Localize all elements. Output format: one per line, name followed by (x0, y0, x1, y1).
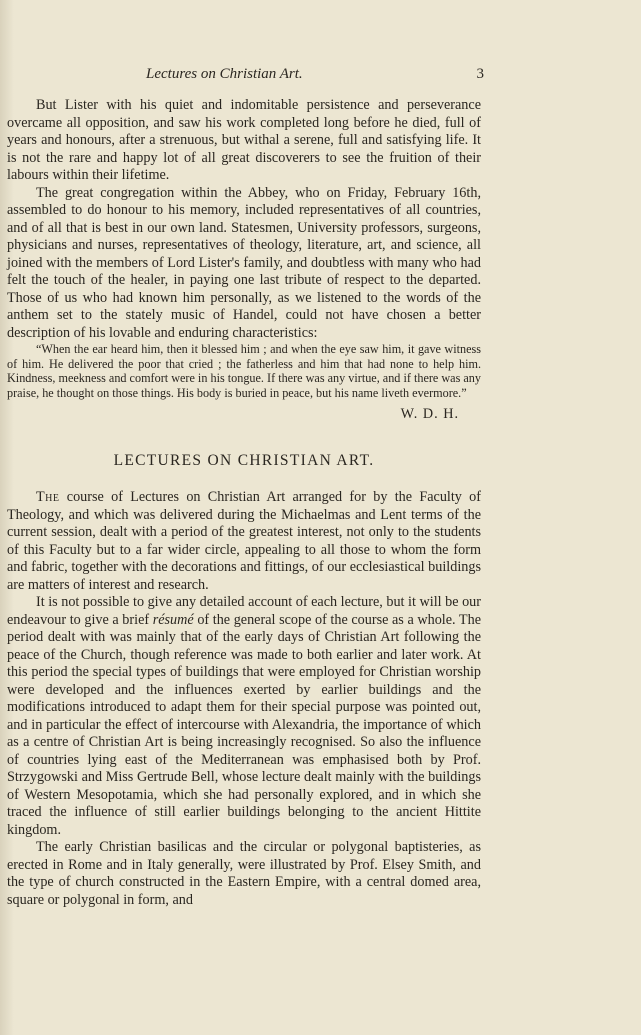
lectures-paragraph-3: The early Christian basilicas and the circular or polygonal baptisteries, as erected in Rome and in Italy generally, were illustrated by Prof. Elsey Smith, and the type of church constructed in the Eastern Empire, with a central domed area, square or polygonal in form, and (7, 839, 481, 908)
section-heading: LECTURES ON CHRISTIAN ART. (113, 451, 375, 469)
resume-italic: résumé (152, 611, 194, 628)
author-signature: W. D. H. (400, 406, 459, 423)
page-body (7, 97, 481, 909)
page-header (146, 66, 484, 88)
lectures-paragraph-1-text: course of Lectures on Christian Art arranged for by the Faculty of Theology, and which was delivered during the Michaelmas and Lent terms of the current session, dealt with a period of the greatest interest, not only to the students of this Faculty but to a far wider circle, appealing to all those to whom the form and fabric, together with the decorations and fittings, of our ecclesiastical buildings are matters of interest and research. (7, 489, 481, 593)
page-number: 3 (476, 66, 484, 82)
running-title: Lectures on Christian Art. (146, 66, 303, 82)
lectures-paragraph-1 (7, 489, 481, 594)
lectures-paragraph-2 (7, 594, 481, 839)
obituary-paragraph-2: The great congregation within the Abbey, who on Friday, February 16th, assembled to do honour to his memory, included representatives of all countries, and of all that is best in our own land. Statesmen, University professors, surgeons, physicians and nurses, representatives of theology, literature, art, and science, all joined with the members of Lord Lister's family, and doubtless with many who had felt the touch of the healer, in paying one last tribute of respect to the departed. Those of us who had known him personally, as we listened to the words of the anthem set to the stately music of Handel, could not have chosen a better description of his lovable and enduring characteristics: (7, 184, 481, 341)
anthem-quote: “When the ear heard him, then it blessed him ; and when the eye saw him, it gave witness of him. He delivered the poor that cried ; the fatherless and him that had none to help him. Kindness, meekness and comfort were in his tongue. If there was any virtue, and if there was any praise, he thought on those things. His body is buried in peace, but his name liveth evermore.” (7, 342, 481, 400)
lead-word: The (36, 489, 60, 506)
lectures-paragraph-2-end: of the general scope of the course as a whole. The period dealt with was mainly that of the early days of Christian Art following the peace of the Church, though reference was made to both earlier and later work. At this period the special types of buildings that were employed for Christian worship were developed and the influences exerted by earlier buildings and the modifications introduced to adapt them for their special purpose was pointed out, and in particular the effect of intercourse with Alexandria, the importance of which as a centre of Christian Art is being increasingly recognised. So also the influence of countries lying east of the Mediterranean was emphasised both by Prof. Strzygowski and Miss Gertrude Bell, whose lecture dealt mainly with the buildings of Western Mesopotamia, which she had personally explored, and in which she traced the influence of still earlier buildings belonging to the ancient Hittite kingdom. (7, 611, 481, 838)
lectures-paragraph-2-start: It is not possible to give any detailed account of each lecture, but it will be our endeavour to give a brief (7, 594, 481, 628)
obituary-paragraph-1: But Lister with his quiet and indomitable persistence and perseverance overcame all opposition, and saw his work completed long before he died, full of years and honours, after a strenuous, but withal a serene, full and satisfying life. It is not the rare and happy lot of all great discoverers to see the fruition of their labours within their lifetime. (7, 97, 481, 183)
